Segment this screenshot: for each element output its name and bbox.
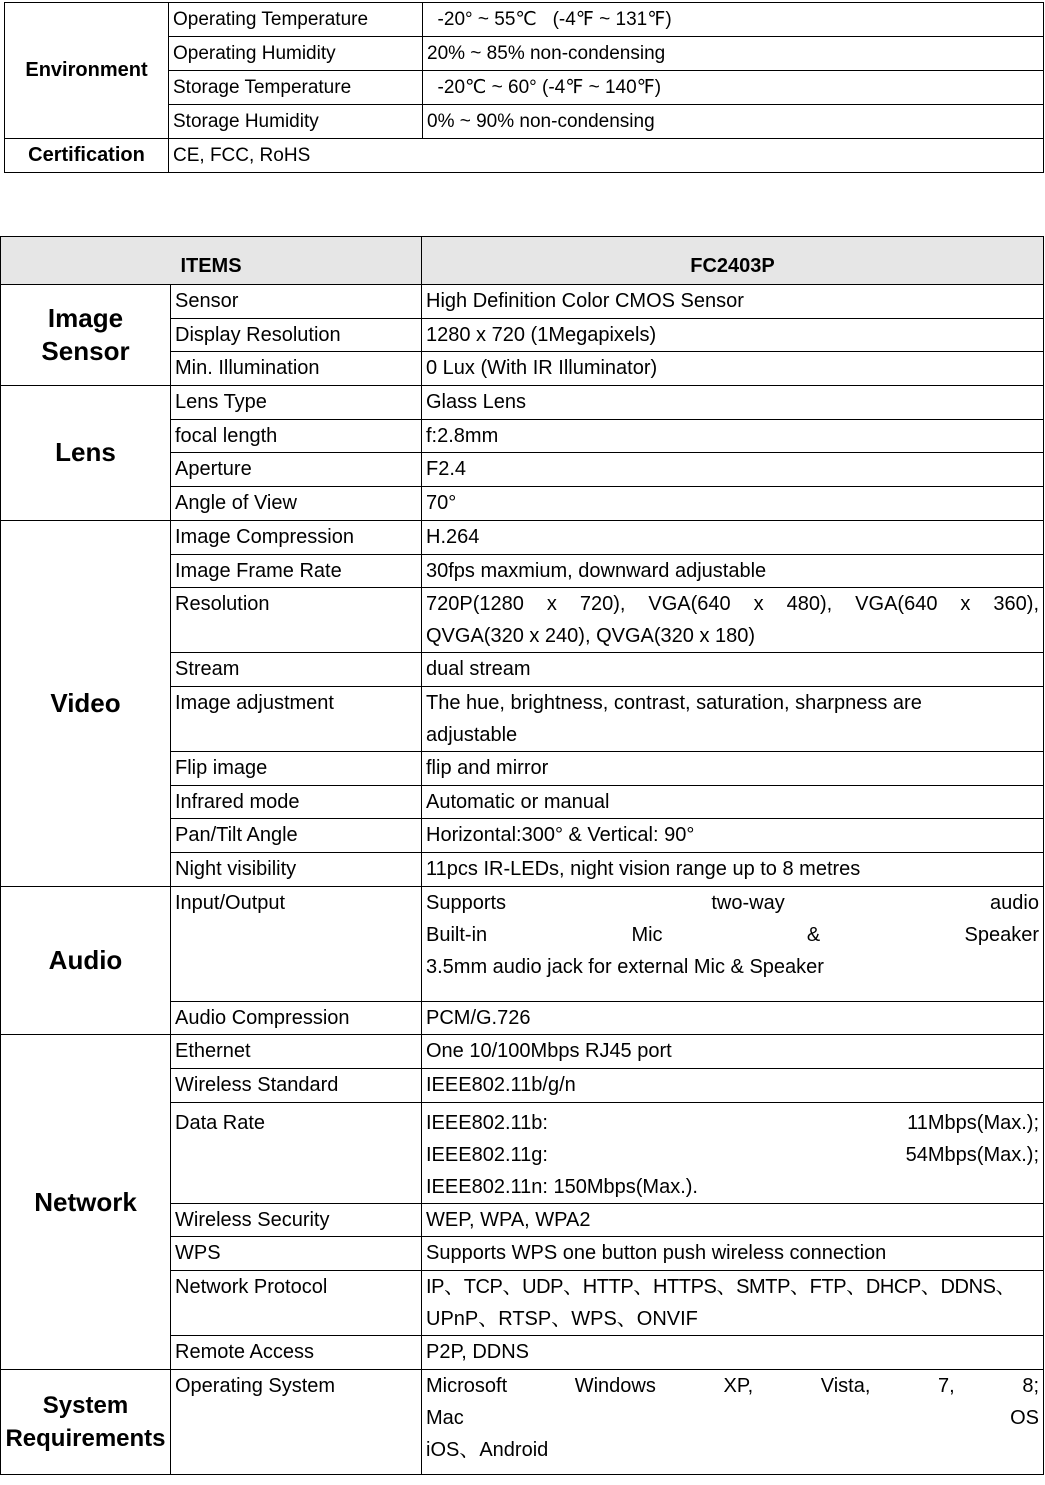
spec-value: Glass Lens [422,386,1044,420]
spec-value: Automatic or manual [422,785,1044,819]
spec-item: Network Protocol [171,1271,422,1336]
spec-value: P2P, DDNS [422,1336,1044,1370]
spec-item: Pan/Tilt Angle [171,819,422,853]
value-line: Microsoft Windows XP, Vista, 7, 8; [426,1374,1039,1397]
group-audio: Audio [1,886,171,1035]
spec-item: Wireless Security [171,1203,422,1237]
spec-item: Sensor [171,285,422,319]
table-row [5,3,1044,37]
value-line: IEEE802.11n: 150Mbps(Max.). [426,1175,698,1198]
spec-item: Image Compression [171,520,422,554]
group-label-line: System [42,1391,129,1419]
group-video: Video [1,520,171,886]
spec-item: Storage Temperature [169,71,423,105]
spec-item: Lens Type [171,386,422,420]
value-line: IEEE802.11b: 11Mbps(Max.); [426,1111,1039,1134]
spec-item: Image adjustment [171,686,422,751]
table-row [5,139,1044,173]
spec-value: 0% ~ 90% non-condensing [423,105,1044,139]
spec-value: f:2.8mm [422,419,1044,453]
group-system-requirements [1,1369,171,1474]
spec-item: Resolution [171,588,422,653]
value-line: IP、TCP、UDP、HTTP、HTTPS、SMTP、FTP、DHCP、DDNS、 [426,1276,1016,1299]
value-line: Supports two-way audio [426,891,1039,914]
group-label-line: Requirements [5,1424,166,1452]
spec-value [422,686,1044,751]
value-line: 3.5mm audio jack for external Mic & Speaker [426,955,824,978]
spec-value: F2.4 [422,453,1044,487]
table-row [1,1035,1044,1069]
spec-value: Supports WPS one button push wireless connection [422,1237,1044,1271]
spec-value: High Definition Color CMOS Sensor [422,285,1044,319]
group-lens: Lens [1,386,171,521]
spec-table [0,236,1044,1475]
spec-value [422,1102,1044,1203]
group-image-sensor: Image Sensor [1,285,171,386]
spec-item: Remote Access [171,1336,422,1370]
spec-value: 70° [422,487,1044,521]
spec-value [422,1271,1044,1336]
spec-value: IEEE802.11b/g/n [422,1069,1044,1103]
spec-item: Angle of View [171,487,422,521]
environment-group-label: Environment [5,3,169,139]
spec-item: Storage Humidity [169,105,423,139]
value-line: UPnP、RTSP、WPS、ONVIF [426,1308,698,1331]
spec-value: 30fps maxmium, downward adjustable [422,554,1044,588]
value-line: iOS、Android [426,1438,549,1461]
spec-item: Image Frame Rate [171,554,422,588]
environment-table [4,2,1044,173]
table-row [1,886,1044,1001]
header-items: ITEMS [1,237,422,285]
certification-label: Certification [5,139,169,173]
spec-item: focal length [171,419,422,453]
spec-item: Stream [171,653,422,687]
spec-item: Wireless Standard [171,1069,422,1103]
spec-value: -20℃ ~ 60° (-4℉ ~ 140℉) [423,71,1044,105]
spec-value: 11pcs IR-LEDs, night vision range up to 8 metres [422,852,1044,886]
value-line: 720P(1280 x 720), VGA(640 x 480), VGA(640 x 360), [426,593,1039,616]
table-row [1,386,1044,420]
spec-value: PCM/G.726 [422,1001,1044,1035]
spec-item: WPS [171,1237,422,1271]
spec-item: Operating Humidity [169,37,423,71]
value-line: The hue, brightness, contrast, saturation, sharpness are [426,691,922,714]
spec-item: Operating System [171,1369,422,1474]
spec-value: H.264 [422,520,1044,554]
spec-item: Audio Compression [171,1001,422,1035]
spec-item: Aperture [171,453,422,487]
spec-item: Input/Output [171,886,422,1001]
spec-value: 20% ~ 85% non-condensing [423,37,1044,71]
value-line: Mac OS [426,1406,1039,1429]
spec-value [422,588,1044,653]
spec-value: dual stream [422,653,1044,687]
table-row [1,285,1044,319]
spec-value: Horizontal:300° & Vertical: 90° [422,819,1044,853]
spec-item: Infrared mode [171,785,422,819]
spec-item: Night visibility [171,852,422,886]
spec-value: WEP, WPA, WPA2 [422,1203,1044,1237]
table-header [1,237,1044,285]
value-line: adjustable [426,723,518,746]
spec-item: Data Rate [171,1102,422,1203]
spec-value: One 10/100Mbps RJ45 port [422,1035,1044,1069]
spec-item: Operating Temperature [169,3,423,37]
table-row [1,1369,1044,1474]
spec-value [422,1369,1044,1474]
spec-value: -20° ~ 55℃ (-4℉ ~ 131℉) [423,3,1044,37]
spec-item: Display Resolution [171,318,422,352]
header-model: FC2403P [422,237,1044,285]
spec-item: Ethernet [171,1035,422,1069]
certification-value: CE, FCC, RoHS [169,139,1044,173]
value-line: QVGA(320 x 240), QVGA(320 x 180) [426,625,756,648]
spec-value: flip and mirror [422,751,1044,785]
spec-item: Min. Illumination [171,352,422,386]
spec-item: Flip image [171,751,422,785]
spec-value: 1280 x 720 (1Megapixels) [422,318,1044,352]
value-line: Built-in Mic & Speaker [426,923,1039,946]
table-row [1,520,1044,554]
value-line: IEEE802.11g: 54Mbps(Max.); [426,1143,1039,1166]
group-network: Network [1,1035,171,1369]
spec-value: 0 Lux (With IR Illuminator) [422,352,1044,386]
spec-value [422,886,1044,1001]
